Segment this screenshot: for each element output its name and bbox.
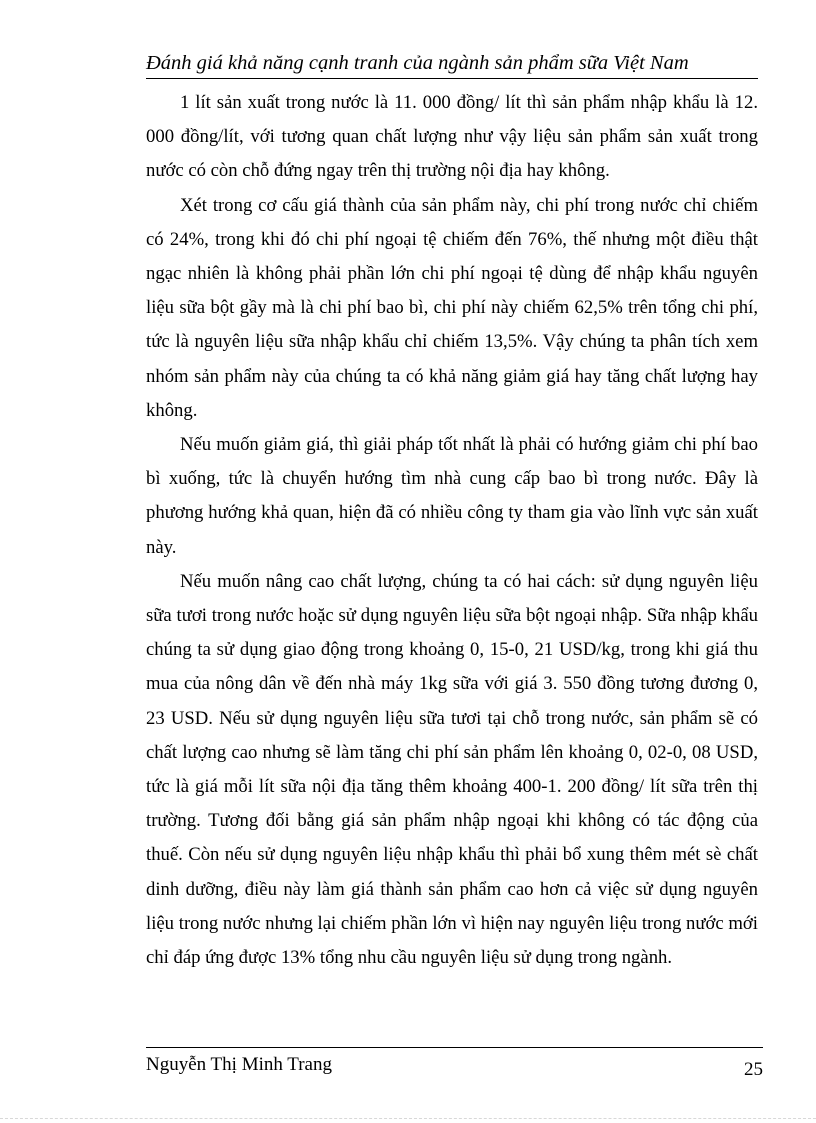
page-number: 25 <box>744 1059 763 1080</box>
document-body <box>146 86 758 975</box>
paragraph-1: 1 lít sản xuất trong nước là 11. 000 đồng/ lít thì sản phẩm nhập khẩu là 12. 000 đồng/lít, với tương quan chất lượng như vậy liệu sản phẩm sản xuất trong nước có còn chỗ đứng ngay trên thị trường nội địa hay không. <box>146 92 758 182</box>
header-title: Đánh giá khả năng cạnh tranh của ngành sản phẩm sữa Việt Nam <box>146 52 689 74</box>
page-footer <box>146 1047 763 1080</box>
footer-author: Nguyễn Thị Minh Trang <box>146 1054 332 1075</box>
page-header <box>146 50 758 79</box>
paragraph-3: Nếu muốn giảm giá, thì giải pháp tốt nhất là phải có hướng giảm chi phí bao bì xuống, tức là chuyển hướng tìm nhà cung cấp bao bì trong nước. Đây là phương hướng khả quan, hiện đã có nhiều công ty tham gia vào lĩnh vực sản xuất này. <box>146 434 758 558</box>
paragraph-2: Xét trong cơ cấu giá thành của sản phẩm này, chi phí trong nước chỉ chiếm có 24%, trong khi đó chi phí ngoại tệ chiếm đến 76%, thế nhưng một điều thật ngạc nhiên là không phải phần lớn chi phí ngoại tệ dùng để nhập khẩu nguyên liệu sữa bột gầy mà là chi phí bao bì, chi phí này chiếm 62,5% trên tổng chi phí, tức là nguyên liệu sữa nhập khẩu chỉ chiếm 13,5%. Vậy chúng ta phân tích xem nhóm sản phẩm này của chúng ta có khả năng giảm giá hay tăng chất lượng hay không. <box>146 194 758 421</box>
page-bottom-divider <box>0 1118 816 1119</box>
paragraph-4: Nếu muốn nâng cao chất lượng, chúng ta có hai cách: sử dụng nguyên liệu sữa tươi trong nước hoặc sử dụng nguyên liệu sữa bột ngoại nhập. Sữa nhập khẩu chúng ta sử dụng giao động trong khoảng 0, 15-0, 21 USD/kg, trong khi giá thu mua của nông dân về đến nhà máy 1kg sữa với giá 3. 550 đồng tương đương 0, 23 USD. Nếu sử dụng nguyên liệu sữa tươi tại chỗ trong nước, sản phẩm sẽ có chất lượng cao nhưng sẽ làm tăng chi phí sản phẩm lên khoảng 0, 02-0, 08 USD, tức là giá mỗi lít sữa nội địa tăng thêm khoảng 400-1. 200 đồng/ lít sữa trên thị trường. Tương đối bằng giá sản phẩm nhập ngoại khi không có tác động của thuế. Còn nếu sử dụng nguyên liệu nhập khẩu thì phải bổ xung thêm mét sè chất dinh dưỡng, điều này làm giá thành sản phẩm cao hơn cả việc sử dụng nguyên liệu trong nước nhưng lại chiếm phần lớn vì hiện nay nguyên liệu trong nước mới chỉ đáp ứng được 13% tổng nhu cầu nguyên liệu sử dụng trong ngành. <box>146 570 758 969</box>
